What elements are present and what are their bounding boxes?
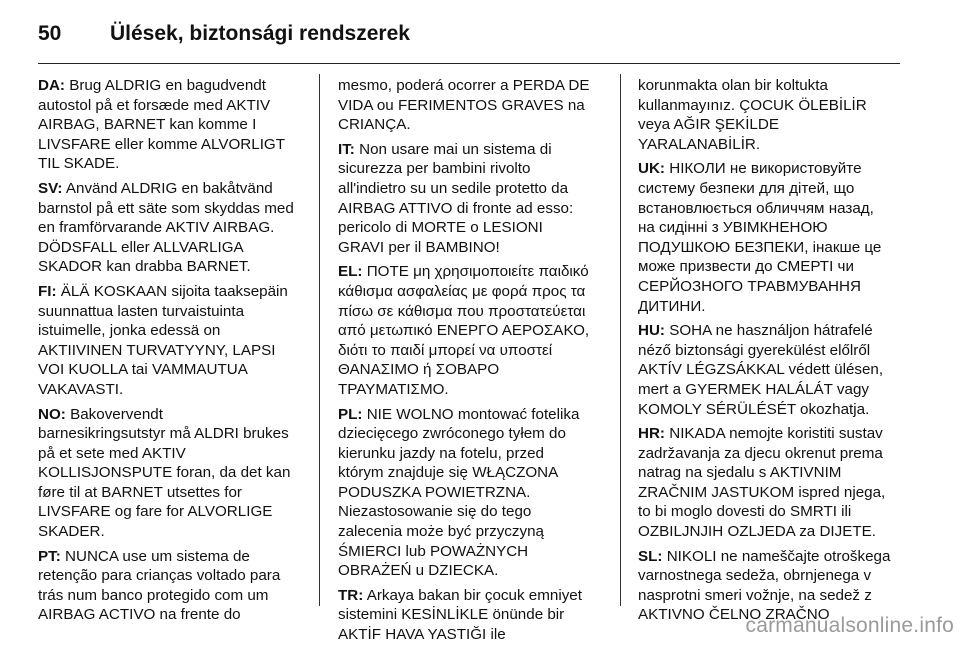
warning-paragraph: [38, 76, 304, 174]
text-line: LIVSFARE eller komme ALVORLIGT: [38, 135, 286, 153]
warning-paragraph: [338, 140, 606, 258]
text-line: pericolo di MORTE o LESIONI: [338, 219, 543, 237]
text-line: Bakovervendt: [70, 405, 163, 423]
warning-paragraph: [38, 282, 304, 400]
page-number: 50: [38, 22, 62, 45]
text-line: YARALANABİLİR.: [638, 135, 761, 153]
text-line: CRIANÇA.: [338, 116, 411, 134]
text-line: систему безпеки для дітей, що: [638, 179, 855, 197]
text-line: ÄLÄ KOSKAAN sijoita taaksepäin: [60, 282, 288, 300]
text-line: natrag na sjedalu s AKTIVNIM: [638, 464, 842, 482]
warning-paragraph: [338, 586, 606, 645]
text-line: føre til at BARNET utsettes for: [38, 483, 242, 501]
text-line: TIL SKADE.: [38, 155, 120, 173]
text-line: varnostnega sedeža, obrnjenega v: [638, 567, 872, 585]
language-code: SL:: [638, 547, 663, 565]
text-line: Brug ALDRIG en bagudvendt: [69, 77, 266, 94]
text-line: to bi moglo dovesti do SMRTI ili: [638, 503, 852, 521]
text-line: kullanmayınız. ÇOCUK ÖLEBİLİR: [638, 96, 867, 114]
warning-paragraph: [338, 262, 606, 399]
text-line: ДИТИНИ.: [638, 297, 706, 315]
language-code: UK:: [638, 160, 665, 178]
text-line: Arkaya bakan bir çocuk emniyet: [366, 586, 582, 604]
language-code: EL:: [338, 263, 363, 281]
header-rule: [38, 63, 900, 64]
language-code: DA:: [38, 77, 65, 94]
text-line: VAKAVASTI.: [38, 380, 124, 398]
warning-paragraph: [638, 159, 910, 316]
column-divider: [319, 74, 320, 606]
text-column-3: [638, 76, 910, 630]
text-line: OBRAŻEŃ u DZIECKA.: [338, 562, 499, 580]
text-line: barnstol på ett säte som skyddas med: [38, 199, 294, 217]
warning-paragraph: [338, 76, 606, 135]
text-line: all'indietro su un sedile protetto da: [338, 179, 569, 197]
text-line: retenção para crianças voltado para: [38, 567, 281, 585]
text-line: από μετωπικό ΕΝΕΡΓΟ ΑΕΡΟΣΑΚΟ,: [338, 322, 590, 340]
text-line: AIRBAG ATTIVO di fronte ad esso:: [338, 199, 574, 217]
text-column-2: [338, 76, 606, 650]
text-line: suunnattua lasten turvaistuinta: [38, 302, 245, 320]
text-line: НІКОЛИ не використовуйте: [669, 160, 862, 178]
language-code: SV:: [38, 179, 63, 197]
text-line: kierunku jazdy na fotelu, przed: [338, 444, 544, 462]
text-line: може призвести до СМЕРТІ чи: [638, 258, 854, 276]
text-line: ΠΟΤΕ μη χρησιμοποιείτε παιδικό: [366, 263, 589, 281]
text-line: СЕРЙОЗНОГО ТРАВМУВАННЯ: [638, 277, 861, 295]
text-line: zadržavanja za djecu okrenut prema: [638, 444, 883, 462]
language-code: HR:: [638, 425, 665, 443]
text-line: zalecenia może być przyczyną: [338, 523, 544, 541]
text-line: néző biztonsági gyerekülést előlről: [638, 341, 871, 359]
text-line: LIVSFARE og fare for ALVORLIGE: [38, 503, 273, 521]
text-line: autostol på et forsæde med AKTIV: [38, 96, 271, 114]
text-line: NIKOLI ne nameščajte otroškega: [666, 547, 891, 565]
text-line: barnesikringsutstyr må ALDRI brukes: [38, 425, 289, 443]
warning-paragraph: [638, 76, 910, 154]
text-line: встановлюється обличчям назад,: [638, 199, 874, 217]
text-line: którym znajduje się WŁĄCZONA: [338, 464, 559, 482]
text-line: korunmakta olan bir koltukta: [638, 77, 828, 94]
text-line: dziecięcego zwróconego tyłem do: [338, 425, 566, 443]
watermark-text: carmanualsonline.info: [745, 614, 954, 637]
text-line: en framförvarande AKTIV AIRBAG.: [38, 219, 275, 237]
text-line: mesmo, poderá ocorrer a PERDA DE: [338, 77, 590, 94]
text-line: veya AĞIR ŞEKİLDE: [638, 116, 779, 134]
language-code: NO:: [38, 405, 66, 423]
text-line: på et sete med AKTIV: [38, 444, 186, 462]
warning-paragraph: [638, 321, 910, 419]
warning-paragraph: [638, 424, 910, 542]
language-code: IT:: [338, 140, 355, 158]
language-code: FI:: [38, 282, 57, 300]
language-code: TR:: [338, 586, 364, 604]
text-line: на сидінні з УВІМКНЕНОЮ: [638, 219, 828, 237]
text-line: NUNCA use um sistema de: [65, 547, 250, 565]
text-line: Använd ALDRIG en bakåtvänd: [65, 179, 273, 197]
text-line: ZRAČNIM JASTUKOM ispred njega,: [638, 483, 886, 501]
text-line: PODUSZKA POWIETRZNA.: [338, 483, 531, 501]
text-line: πίσω σε κάθισμα που προστατεύεται: [338, 302, 586, 320]
text-column-1: [38, 76, 304, 630]
text-line: SOHA ne használjon hátrafelé: [669, 322, 873, 340]
text-line: AKTIVNO ČELNO ZRAČNO: [638, 606, 830, 624]
text-line: mert a GYERMEK HALÁLÁT vagy: [638, 380, 869, 398]
text-line: AIRBAG ACTIVO na frente do: [38, 606, 241, 624]
text-line: Non usare mai un sistema di: [359, 140, 552, 158]
warning-paragraph: [38, 547, 304, 625]
text-line: ПОДУШКОЮ БЕЗПЕКИ, інакше це: [638, 238, 882, 256]
language-code: PT:: [38, 547, 61, 565]
text-line: DÖDSFALL eller ALLVARLIGA: [38, 238, 244, 256]
text-line: AKTIIVINEN TURVATYYNY, LAPSI: [38, 341, 276, 359]
language-code: PL:: [338, 405, 363, 423]
text-line: SKADER.: [38, 523, 105, 541]
text-line: GRAVI per il BAMBINO!: [338, 238, 500, 256]
text-line: KOMOLY SÉRÜLÉSÉT okozhatja.: [638, 400, 870, 418]
text-line: sicurezza per bambini rivolto: [338, 160, 531, 178]
warning-paragraph: [38, 405, 304, 542]
text-line: Niezastosowanie się do tego: [338, 503, 532, 521]
text-line: ΘΑΝΑΣΙΜΟ ή ΣΟΒΑΡΟ: [338, 361, 500, 379]
text-line: nasprotni smeri vožnje, na sedež z: [638, 586, 872, 604]
language-code: HU:: [638, 322, 665, 340]
warning-paragraph: [38, 179, 304, 277]
text-line: VIDA ou FERIMENTOS GRAVES na: [338, 96, 585, 114]
text-line: istuimelle, jonka edessä on: [38, 322, 221, 340]
page-header: [38, 14, 410, 54]
text-line: SKADOR kan drabba BARNET.: [38, 258, 251, 276]
text-line: sistemini KESİNLİKLE önünde bir: [338, 606, 565, 624]
text-line: κάθισμα ασφαλείας με φορά προς τα: [338, 282, 586, 300]
text-line: AKTİF HAVA YASTIĞI ile: [338, 626, 506, 644]
text-line: AKTÍV LÉGZSÁKKAL védett ülésen,: [638, 361, 884, 379]
text-line: ŚMIERCI lub POWAŻNYCH: [338, 542, 529, 560]
text-line: KOLLISJONSPUTE foran, da det kan: [38, 464, 291, 482]
text-line: NIKADA nemojte koristiti sustav: [669, 425, 883, 443]
warning-paragraph: [338, 405, 606, 581]
page-title: Ülések, biztonsági rendszerek: [110, 22, 410, 45]
text-line: VOI KUOLLA tai VAMMAUTUA: [38, 361, 248, 379]
column-divider: [620, 74, 621, 606]
text-line: διότι το παιδί μπορεί να υποστεί: [338, 341, 553, 359]
text-line: ΤΡΑΥΜΑΤΙΣΜΟ.: [338, 380, 449, 398]
text-line: AIRBAG, BARNET kan komme I: [38, 116, 257, 134]
text-line: OZBILJNJIH OZLJEDA za DIJETE.: [638, 523, 876, 541]
text-line: trás num banco protegido com um: [38, 586, 269, 604]
text-line: NIE WOLNO montować fotelika: [366, 405, 580, 423]
